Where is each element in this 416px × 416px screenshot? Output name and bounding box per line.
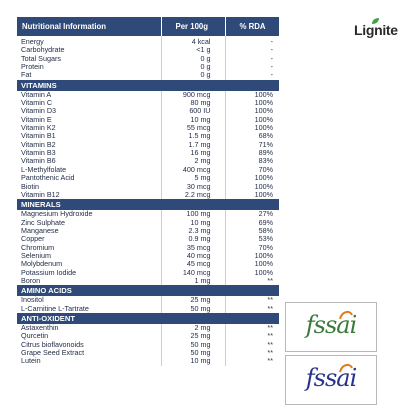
section-1 (17, 80, 279, 199)
table-row (17, 124, 279, 132)
section-title: AMINO ACIDS (17, 285, 279, 296)
table-row (17, 210, 279, 218)
table-row (17, 277, 279, 285)
brand-name: Lignite (354, 22, 398, 38)
section-4 (17, 313, 279, 366)
table-header (17, 17, 279, 36)
fssai-logo-blue (285, 355, 377, 405)
nutrient-rda: 100% (225, 91, 279, 99)
nutrient-rda: 27% (225, 210, 279, 218)
nutrition-table (17, 17, 279, 366)
nutrient-amount: 16 mg (161, 149, 225, 157)
nutrient-name: Lutein (21, 357, 41, 366)
table-row (17, 244, 279, 252)
nutrient-name: Grape Seed Extract (21, 349, 85, 357)
nutrient-amount: 2 mg (161, 157, 225, 165)
nutrient-name: Zinc Sulphate (21, 218, 65, 227)
table-row (17, 260, 279, 268)
nutrient-amount: <1 g (161, 46, 225, 54)
nutrient-name: Citrus bioflavonoids (21, 340, 84, 349)
nutrient-name: Carbohydrate (21, 46, 65, 55)
nutrient-amount: 25 mg (161, 332, 225, 340)
table-row (17, 132, 279, 140)
nutrient-amount: 4 kcal (161, 36, 225, 46)
header-title: Nutritional Information (17, 17, 161, 36)
nutrient-name: Potassium Iodide (21, 268, 77, 277)
nutrient-rda: 53% (225, 235, 279, 243)
nutrient-name: Selenium (21, 251, 51, 260)
nutrient-rda: 69% (225, 219, 279, 227)
table-row (17, 174, 279, 182)
nutrient-rda: 89% (225, 149, 279, 157)
brand-logo (354, 18, 416, 40)
section-header (17, 285, 279, 296)
nutrient-name: L-Methylfolate (21, 165, 67, 174)
nutrient-rda: 70% (225, 166, 279, 174)
nutrient-amount: 35 mcg (161, 244, 225, 252)
table-row (17, 324, 279, 332)
nutrient-rda: 70% (225, 244, 279, 252)
nutrient-name: Molybdenum (21, 260, 63, 269)
nutrient-name: Biotin (21, 182, 39, 191)
section-title: ANTI-OXIDENT (17, 313, 279, 324)
nutrient-rda: 71% (225, 141, 279, 149)
nutrient-name: Vitamin C (21, 99, 53, 108)
nutrient-rda: - (225, 55, 279, 63)
nutrient-rda: 58% (225, 227, 279, 235)
nutrient-amount: 50 mg (161, 305, 225, 313)
nutrient-name: Vitamin B12 (21, 190, 60, 199)
table-row (17, 116, 279, 124)
fssai-logo-text: fssai (305, 311, 357, 339)
nutrient-name: Magnesium Hydroxide (21, 210, 93, 219)
nutrient-rda: 100% (225, 269, 279, 277)
nutrient-rda: 100% (225, 191, 279, 199)
nutrient-name: Vitamin B6 (21, 157, 56, 166)
fssai-logo-green (285, 302, 377, 352)
nutrient-amount: 0.9 mg (161, 235, 225, 243)
nutrient-rda: 100% (225, 174, 279, 182)
nutrient-rda: 100% (225, 99, 279, 107)
nutrient-name: Astaxenthin (21, 323, 59, 332)
nutrient-name: Inositol (21, 296, 44, 305)
nutrient-rda: 100% (225, 260, 279, 268)
nutrient-amount: 55 mcg (161, 124, 225, 132)
nutrient-amount: 40 mcg (161, 252, 225, 260)
nutrient-amount: 900 mcg (161, 91, 225, 99)
section-2 (17, 199, 279, 285)
nutrient-name: Manganese (21, 226, 59, 235)
nutrient-name: Vitamin A (21, 90, 52, 99)
nutrient-amount: 2 mg (161, 324, 225, 332)
nutrient-amount: 140 mcg (161, 269, 225, 277)
table-row (17, 46, 279, 54)
nutrient-name: Pantothenic Acid (21, 174, 75, 183)
section-header (17, 80, 279, 91)
table-row (17, 227, 279, 235)
table-row (17, 269, 279, 277)
nutrient-rda: ** (225, 349, 279, 357)
nutrient-rda: ** (225, 341, 279, 349)
section-title: VITAMINS (17, 80, 279, 91)
nutrient-name: Copper (21, 235, 45, 244)
table-row (17, 219, 279, 227)
section-title: MINERALS (17, 199, 279, 210)
nutrient-amount: 45 mcg (161, 260, 225, 268)
table-row (17, 157, 279, 165)
nutrient-amount: 2.2 mcg (161, 191, 225, 199)
header-per-100g: Per 100g (161, 17, 225, 36)
nutrient-amount: 80 mg (161, 99, 225, 107)
nutrient-amount: 400 mcg (161, 166, 225, 174)
nutrient-name: Vitamin E (21, 115, 52, 124)
table-row (17, 141, 279, 149)
nutrient-rda: 100% (225, 107, 279, 115)
table-row (17, 252, 279, 260)
nutrient-amount: 10 mg (161, 357, 225, 365)
nutrient-amount: 10 mg (161, 116, 225, 124)
nutrient-rda: 100% (225, 252, 279, 260)
section-0 (17, 36, 279, 80)
nutrient-amount: 50 mg (161, 349, 225, 357)
nutrient-rda: 83% (225, 157, 279, 165)
nutrient-name: Qurcetin (21, 332, 49, 341)
nutrient-rda: 100% (225, 116, 279, 124)
nutrient-amount: 600 IU (161, 107, 225, 115)
nutrient-amount: 1 mg (161, 277, 225, 285)
nutrient-rda: ** (225, 324, 279, 332)
table-row (17, 99, 279, 107)
table-row (17, 183, 279, 191)
nutrient-name: Energy (21, 37, 44, 46)
nutrient-amount: 10 mg (161, 219, 225, 227)
nutrient-name: Vitamin D3 (21, 107, 57, 116)
nutrient-name: Total Sugars (21, 54, 61, 63)
nutrient-amount: 0 g (161, 55, 225, 63)
table-row (17, 166, 279, 174)
nutrient-name: Protein (21, 63, 44, 72)
nutrient-amount: 100 mg (161, 210, 225, 218)
table-row (17, 91, 279, 99)
section-3 (17, 285, 279, 313)
nutrient-rda: ** (225, 305, 279, 313)
swirl-icon (338, 309, 354, 323)
table-row (17, 332, 279, 340)
nutrient-rda: ** (225, 277, 279, 285)
nutrient-amount: 5 mg (161, 174, 225, 182)
nutrient-rda: - (225, 63, 279, 71)
nutrient-name: Vitamin B2 (21, 140, 56, 149)
table-row (17, 296, 279, 304)
nutrient-amount: 25 mg (161, 296, 225, 304)
nutrient-rda: - (225, 46, 279, 54)
nutrient-name: Vitamin B1 (21, 132, 56, 141)
nutrient-amount: 1.5 mg (161, 132, 225, 140)
table-row (17, 235, 279, 243)
nutrient-rda: - (225, 36, 279, 46)
table-row (17, 357, 279, 365)
table-row (17, 55, 279, 63)
nutrient-rda: 100% (225, 124, 279, 132)
nutrient-rda: - (225, 71, 279, 79)
nutrition-panel (17, 17, 279, 366)
nutrient-amount: 0 g (161, 71, 225, 79)
nutrient-rda: 68% (225, 132, 279, 140)
nutrient-name: Boron (21, 276, 41, 285)
section-header (17, 199, 279, 210)
nutrient-name: Fat (21, 71, 32, 80)
table-row (17, 349, 279, 357)
nutrient-amount: 2.3 mg (161, 227, 225, 235)
nutrient-name: Vitamin K2 (21, 124, 56, 133)
nutrient-amount: 1.7 mg (161, 141, 225, 149)
nutrient-name: Vitamin B3 (21, 149, 56, 158)
nutrient-amount: 50 mg (161, 341, 225, 349)
nutrient-name: L-Carnitine L-Tartrate (21, 304, 89, 313)
nutrient-rda: 100% (225, 183, 279, 191)
table-row (17, 71, 279, 79)
table-row (17, 63, 279, 71)
section-header (17, 313, 279, 324)
table-row (17, 305, 279, 313)
nutrient-rda: ** (225, 332, 279, 340)
nutrient-name: Chromium (21, 243, 55, 252)
nutrient-rda: ** (225, 357, 279, 365)
table-row (17, 191, 279, 199)
nutrient-amount: 0 g (161, 63, 225, 71)
header-rda: % RDA (225, 17, 279, 36)
table-row (17, 341, 279, 349)
table-row (17, 149, 279, 157)
nutrient-amount: 30 mcg (161, 183, 225, 191)
nutrient-rda: ** (225, 296, 279, 304)
fssai-logo-text: fssai (305, 364, 357, 392)
table-row (17, 107, 279, 115)
table-row (17, 36, 279, 46)
swirl-icon (338, 362, 354, 376)
